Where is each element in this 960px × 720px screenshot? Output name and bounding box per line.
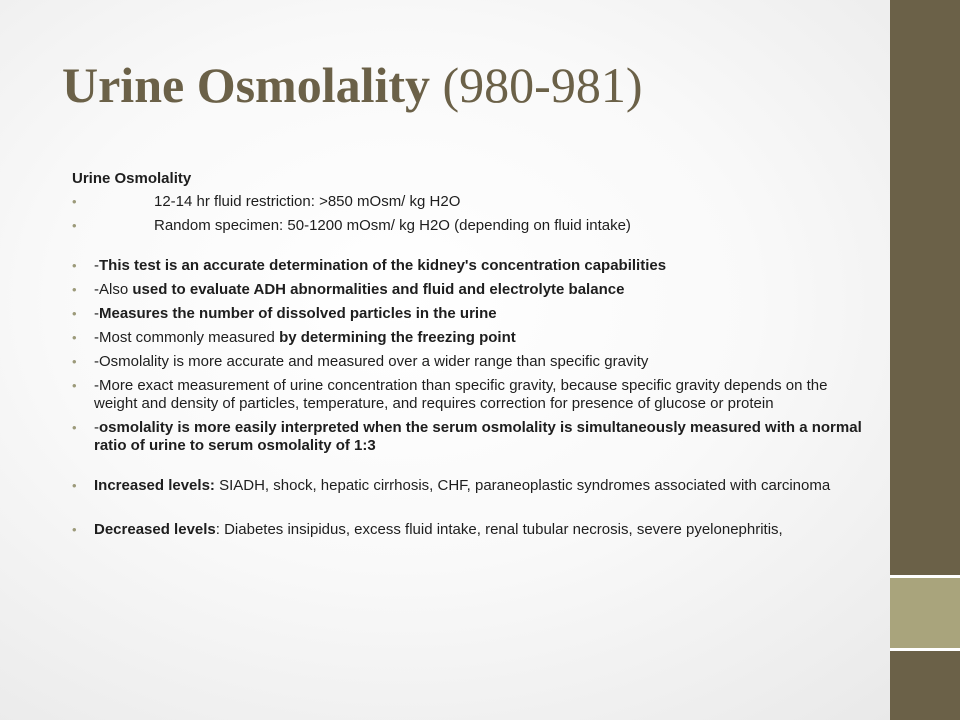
normal-value-restriction: 12-14 hr fluid restriction: >850 mOsm/ kg H2O bbox=[154, 193, 461, 210]
list-item bbox=[72, 281, 862, 299]
list-item bbox=[72, 329, 862, 347]
increased-label: Increased levels: bbox=[94, 477, 215, 494]
fact-text: -Also bbox=[94, 281, 133, 298]
fact-bold: used to evaluate ADH abnormalities and fluid and electrolyte balance bbox=[132, 281, 625, 298]
fact-text: -Osmolality is more accurate and measured over a wider range than specific gravity bbox=[94, 353, 649, 370]
content-subhead: Urine Osmolality bbox=[72, 170, 192, 187]
fact-bold: by determining the freezing point bbox=[279, 329, 516, 346]
increased-text: SIADH, shock, hepatic cirrhosis, CHF, paraneoplastic syndromes associated with carcinoma bbox=[214, 477, 831, 494]
list-item bbox=[72, 257, 862, 275]
decreased-text: : Diabetes insipidus, excess fluid intake, renal tubular necrosis, severe pyelonephritis, bbox=[215, 521, 783, 538]
normal-value-random: Random specimen: 50-1200 mOsm/ kg H2O (depending on fluid intake) bbox=[154, 217, 631, 234]
list-item bbox=[72, 305, 862, 323]
sidebar-accent-block bbox=[890, 578, 960, 648]
sidebar-divider-bottom bbox=[890, 648, 960, 651]
decreased-list bbox=[72, 521, 862, 539]
list-item bbox=[72, 477, 862, 495]
list-item bbox=[72, 377, 862, 413]
fact-bold: Measures the number of dissolved particles in the urine bbox=[99, 305, 497, 322]
slide-title bbox=[62, 58, 642, 113]
title-pages: (980-981) bbox=[442, 57, 643, 113]
fact-text: - bbox=[94, 419, 99, 436]
fact-text: - bbox=[94, 305, 99, 322]
title-main: Urine Osmolality bbox=[62, 57, 431, 113]
slide-content bbox=[72, 170, 862, 545]
list-item bbox=[72, 353, 862, 371]
increased-list bbox=[72, 477, 862, 495]
fact-bold: osmolality is more easily interpreted when the serum osmolality is simultaneously measured with a normal ratio of urine to serum osmolality of 1:3 bbox=[94, 419, 862, 454]
fact-text: -Most commonly measured bbox=[94, 329, 280, 346]
list-item bbox=[72, 521, 862, 539]
fact-text: -More exact measurement of urine concentration than specific gravity, because specific gravity depends on the weight and density of particles, temperature, and requires correction for presence of glucose or protein bbox=[94, 377, 828, 412]
fact-text: - bbox=[94, 257, 99, 274]
fact-bold: This test is an accurate determination of the kidney's concentration capabilities bbox=[99, 257, 667, 274]
normal-values-list bbox=[72, 193, 862, 235]
decreased-label: Decreased levels bbox=[94, 521, 216, 538]
list-item bbox=[72, 193, 862, 211]
list-item bbox=[72, 217, 862, 235]
facts-list bbox=[72, 257, 862, 455]
list-item bbox=[72, 419, 862, 455]
